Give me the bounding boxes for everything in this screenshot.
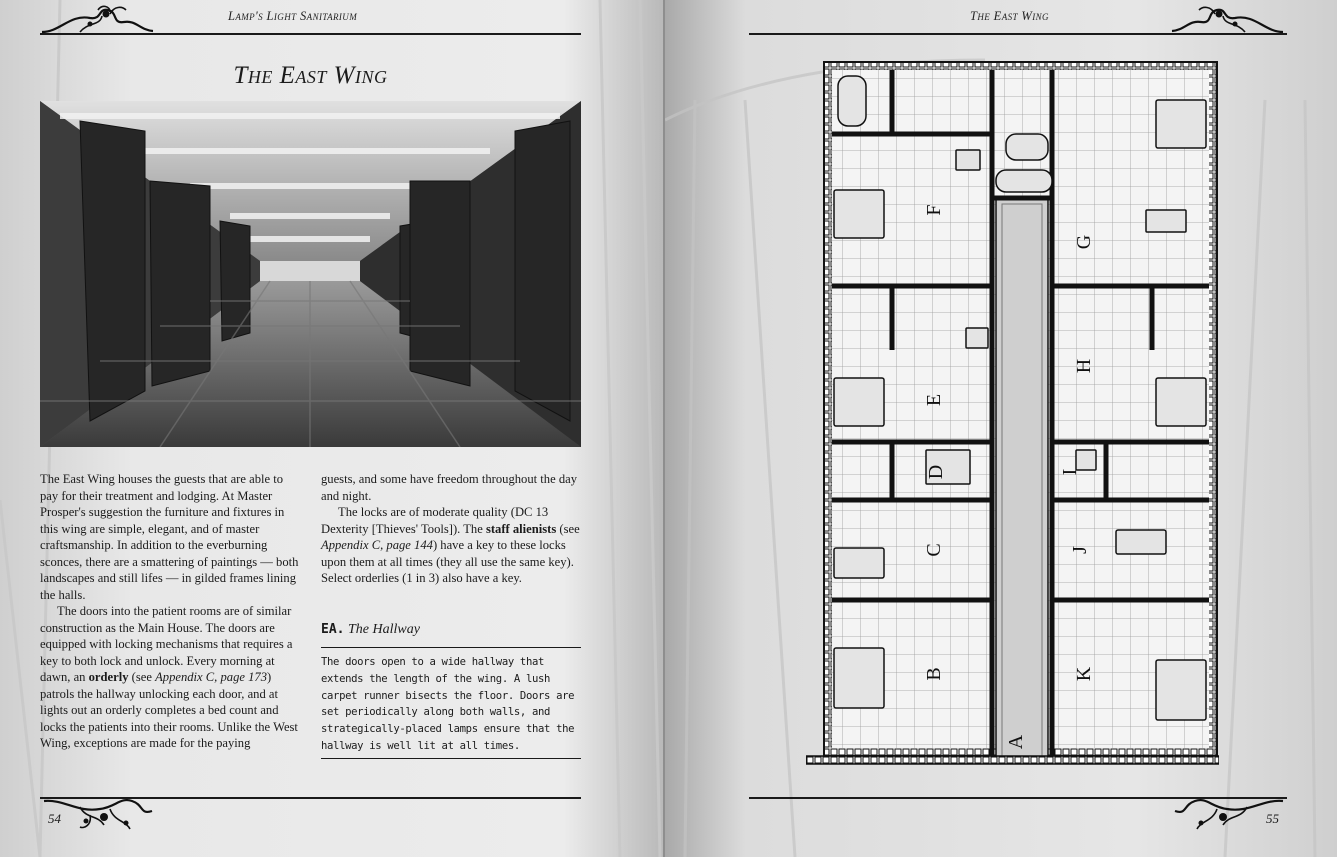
map-room-label-i: I	[1059, 468, 1081, 476]
page-number-right: 55	[1266, 811, 1279, 826]
page-title: The East Wing	[233, 62, 388, 89]
page-number-left: 54	[48, 811, 61, 826]
paragraph: The East Wing houses the guests that are able to pay for their treatment and lodging. At Master Prosper's suggestion the furniture and fixtures in this wing are simple, elegant, and of master craftsmanship. In addition to the everburning sconces, there are a smattering of paintings — both landscapes and still lifes — in gilded frames lining the halls.	[40, 472, 299, 602]
bed	[834, 548, 884, 578]
left-page	[0, 0, 663, 857]
map-room-label-g: G	[1073, 234, 1095, 250]
table	[956, 150, 980, 170]
bathtub	[838, 76, 866, 126]
flourish-icon	[1170, 4, 1285, 34]
paragraph: guests, and some have freedom throughout the day and night.	[321, 472, 578, 503]
map-room-label-a: A	[1005, 734, 1027, 750]
table	[966, 328, 988, 348]
table	[1076, 450, 1096, 470]
map-room-label-c: C	[923, 543, 945, 557]
section-heading	[321, 622, 581, 638]
flourish-icon	[40, 4, 155, 34]
bed	[1156, 378, 1206, 426]
bed	[1156, 100, 1206, 148]
running-head-left: Lamp's Light Sanitarium	[228, 9, 358, 23]
map-room-label-j: J	[1069, 546, 1091, 554]
paragraph: The locks are of moderate quality (DC 13 Dexterity [Thieves' Tools]). The staff alienists (see Appendix C, page 144) have a key to these locks upon them at all times (they all use the same key). Select orderlies (1 in 3) also have a key.	[321, 505, 580, 585]
text-column-2	[321, 471, 581, 587]
bathtub	[1006, 134, 1048, 160]
bed	[834, 190, 884, 238]
map-room-label-d: D	[925, 464, 947, 480]
map-room-label-h: H	[1073, 358, 1095, 374]
corridor-image	[40, 101, 581, 447]
table	[1146, 210, 1186, 232]
bathtub	[996, 170, 1052, 192]
text-column-1	[40, 471, 302, 752]
bed	[1156, 660, 1206, 720]
east-wing-map	[806, 60, 1219, 768]
section-code: EA.	[321, 622, 345, 637]
bed	[834, 648, 884, 708]
running-head-right: The East Wing	[970, 9, 1049, 23]
map-room-label-f: F	[923, 204, 945, 216]
bed	[834, 378, 884, 426]
map-room-label-b: B	[923, 667, 945, 681]
map-room-label-e: E	[923, 393, 945, 407]
boxed-read-aloud-text: The doors open to a wide hallway that extends the length of the wing. A lush carpet runner bisects the floor. Doors are set periodically along both walls, and strategically-placed lamps ensure that the hallway is well lit at all times.	[321, 647, 581, 759]
section-name: The Hallway	[347, 622, 420, 637]
bed	[1116, 530, 1166, 554]
paragraph: The doors into the patient rooms are of similar construction as the Main House. The doors are equipped with locking mechanisms that requires a key to both lock and unlock. Every morning at dawn, an orderly (see Appendix C, page 173) patrols the hallway unlocking each door, and at lights out an orderly completes a bed count and locks the patients into their rooms. Unlike the West Wing, exceptions are made for the paying	[40, 604, 298, 750]
map-room-label-k: K	[1073, 666, 1095, 682]
corridor-photo	[40, 101, 581, 447]
